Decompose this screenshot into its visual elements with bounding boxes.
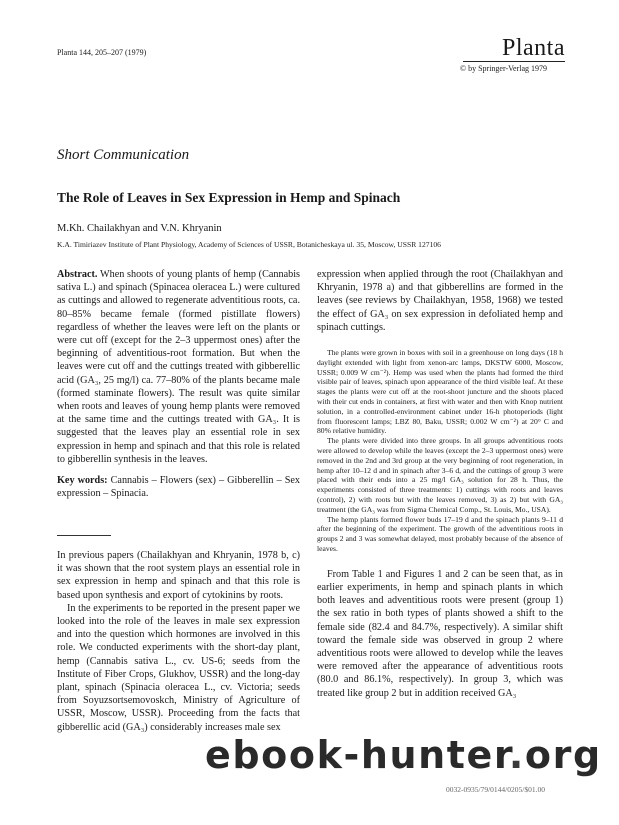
right-column xyxy=(317,268,563,700)
authors: M.Kh. Chailakhyan and V.N. Khryanin xyxy=(57,223,222,234)
issn-code: 0032-0935/79/0144/0205/$01.00 xyxy=(446,785,545,794)
paper-title: The Role of Leaves in Sex Expression in Hemp and Spinach xyxy=(57,190,401,205)
watermark-dot: . xyxy=(508,733,525,777)
section-label: Short Communication xyxy=(57,147,190,163)
left-column xyxy=(57,268,300,500)
abstract xyxy=(57,268,300,466)
methods-paragraph: The plants were divided into three groups. In all groups adventitious roots were allowed to develop while the leaves (except the 2–3 uppermost ones) were removed in the 2nd and 3rd group at the very beginning of root regeneration, in hemp after 10–12 d and in spinach after 3–6 d, and the cuttings of group 3 were placed with their ends into a 25 mg/l GA₃ solution for 28 h. Thus, the experiments consisted of three treatments: 1) cuttings with roots and leaves (control), 2) with roots but with the leaves removed, 3) as 2) but with GA₃ treatment (the GA₃ was from Sigma Chemical Comp., St. Louis, Mo., USA). xyxy=(317,436,563,514)
keywords-text: Cannabis – Flowers (sex) – Gibberellin – Sex expression – Spinacia. xyxy=(57,475,300,500)
results-paragraph: From Table 1 and Figures 1 and 2 can be seen that, as in earlier experiments, in hemp and spinach plants in which both leaves and adventitious roots were present (group 1) the sex ratio in both types of plants showed a shift to the female side (82.4 and 84.7%, respectively). A similar shift toward the female side was observed in group 2 where adventitious roots were allowed to develop while the leaves were removed after the appearance of adventitious roots (80.0 and 86.1%, respectively). In group 3, which was treated like group 2 but in addition received GA₃ xyxy=(317,568,563,699)
abstract-label: Abstract. xyxy=(57,269,98,280)
abstract-text: When shoots of young plants of hemp (Cannabis sativa L.) and spinach (Spinacea oleracea L.) were cultured as cuttings and allowed to regenerate adventitious roots, ca. 80–85% became female (formed pistillate flowers) regardless of whether the leaves were left on the plants or were cut off (except for the 2–3 uppermost ones) after the beginning of adventitious-root formation. But when the leaves were cut off and the cuttings treated with gibberellic acid (GA₃, 25 mg/l) ca. 77–80% of the plants became male (formed staminate flowers). The result was quite similar when roots and leaves of young hemp plants were removed at the same time and the cuttings treated with GA₃. It is suggested that the leaves play an essential role in sex expression in hemp and spinach and that this role is related to gibberellin synthesis in the leaves. xyxy=(57,269,300,465)
right-top-paragraph: expression when applied through the root (Chailakhyan and Khryanin, 1978 a) and that gibberellins are formed in the leaves (see reviews by Chailakhyan, 1958, 1968) we tested the effect of GA₃ on sex expression in defoliated hemp and spinach cuttings. xyxy=(317,269,563,333)
header-rule xyxy=(463,61,565,62)
affiliation: K.A. Timiriazev Institute of Plant Physiology, Academy of Sciences of USSR, Botanicheskaya ul. 35, Moscow, USSR 127106 xyxy=(57,240,441,249)
copyright-notice: © by Springer-Verlag 1979 xyxy=(460,64,548,73)
methods-paragraph: The plants were grown in boxes with soil in a greenhouse on long days (18 h daylight extended with light from xenon-arc lamps, DKSTW 6000, Moscow, USSR; 0.009 W cm⁻²). Hemp was used when the plants had formed the third visible pair of leaves, spinach upon appearance of the third visible leaf. At these stages the plants were cut off at the root-shoot juncture and the shoots placed with their cut ends in containers, at first with water and then with Knop nutrient solution, in a controlled-environment cabinet under 16-h photoperiods (light from fluorescent lamps; LBZ 80, Baku, USSR; 0.002 W cm⁻²) at 20° C and 80% relative humidity. xyxy=(317,348,563,436)
intro-section xyxy=(57,549,300,734)
intro-paragraph: In the experiments to be reported in the present paper we looked into the role of the leaves in male sex expression and into the question which hormones are involved in this role. We conducted experiments with the short-day plant, hemp (Cannabis sativa L., cv. US-6; seeds from the Institute of Fiber Crops, Glukhov, USSR) and the long-day plant, spinach (Spinacia oleracea L., cv. Victoria; seeds from Soyuzsortsemovoskch, Ministry of Agriculture of USSR, Moscow, USSR). Proceeding from the facts that gibberellic acid (GA₃) considerably increases male sex xyxy=(57,602,300,733)
abstract-separator xyxy=(57,535,111,536)
intro-paragraph: In previous papers (Chailakhyan and Khryanin, 1978 b, c) it was shown that the root system plays an essential role in sex expression in hemp and spinach and that this role is based upon synthesis and export of cytokinins by roots. xyxy=(57,550,300,601)
watermark-right: org xyxy=(524,733,602,777)
watermark xyxy=(205,733,602,777)
journal-citation: Planta 144, 205–207 (1979) xyxy=(57,48,147,57)
methods-paragraph: The hemp plants formed flower buds 17–19 d and the spinach plants 9–11 d after the beginning of the experiment. The growth of the adventitious roots in groups 2 and 3 was somewhat delayed, most probably because of the absence of leaves. xyxy=(317,514,563,553)
keywords xyxy=(57,474,300,500)
journal-name: Planta xyxy=(502,35,565,61)
watermark-left: ebook-hunter xyxy=(205,733,509,777)
keywords-label: Key words: xyxy=(57,475,108,487)
